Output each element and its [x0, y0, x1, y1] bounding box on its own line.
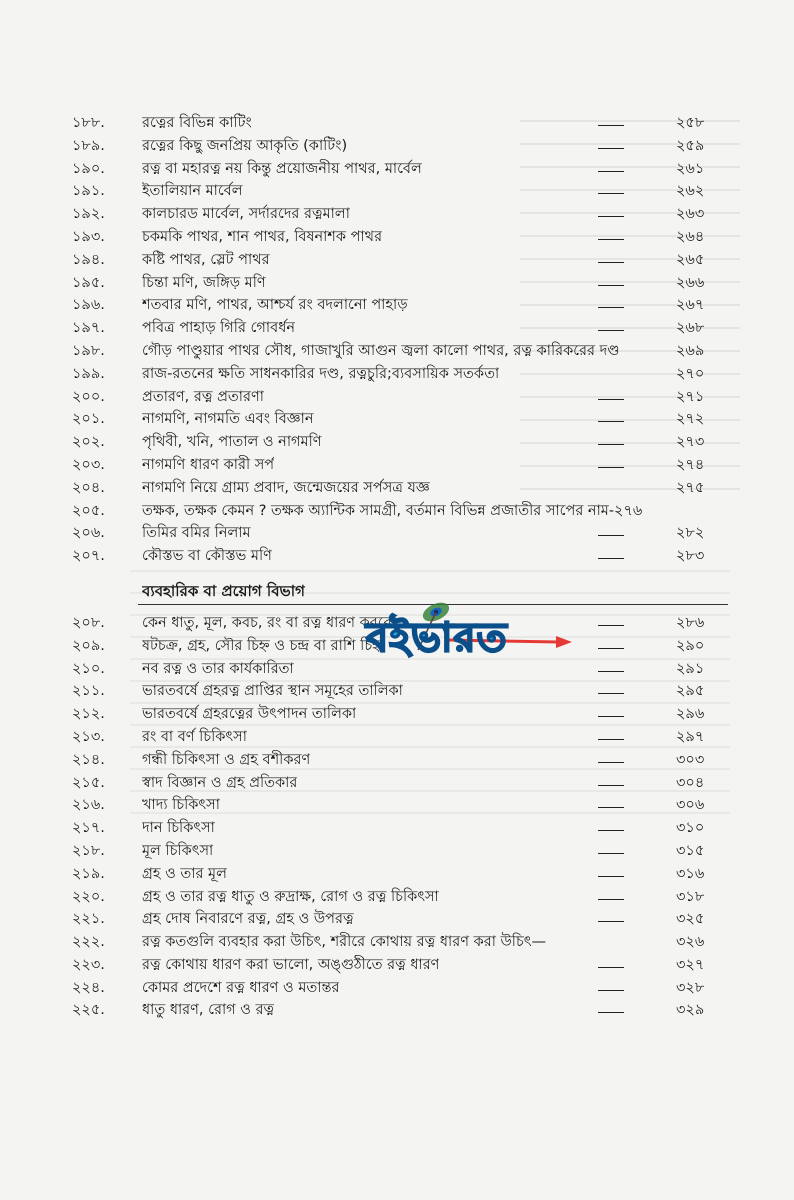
- leader-dash: [598, 467, 624, 468]
- entry-title: গ্রহ ও তার রত্ন ধাতু ও রুদ্রাক্ষ, রোগ ও রত্ন চিকিৎসা: [142, 888, 439, 905]
- entry-title: রত্নের বিভিন্ন কাটিং: [142, 115, 252, 131]
- entry-page-number: ২৬৩: [676, 206, 705, 223]
- entry-title: কেন ধাতু, মূল, কবচ, রং বা রত্ন ধারণ করবো: [142, 614, 396, 631]
- entry-page-number: ২৯০: [676, 637, 705, 654]
- entry-title: তিমির বমির নিলাম: [142, 525, 251, 542]
- entry-title: গৌড় পাণ্ডুয়ার পাথর সৌধ, গাজাখুরি আগুন জ্বলা কালো পাথর, রত্ন কারিকরের দণ্ড: [142, 342, 620, 359]
- toc-entry: [0, 249, 794, 272]
- entry-number: ২১৫.: [72, 774, 105, 791]
- entry-page-number: ৩০৩: [676, 751, 705, 768]
- entry-title: স্বাদ বিজ্ঞান ও গ্রহ প্রতিকার: [142, 774, 298, 791]
- leader-dash: [598, 762, 624, 763]
- toc-entry: [0, 772, 794, 795]
- toc-entry: [0, 272, 794, 295]
- entry-page-number: ২৫৮: [676, 115, 705, 131]
- entry-title: কৌস্তভ বা কৌস্তভ মণি: [142, 548, 272, 565]
- entry-number: ২০০.: [72, 388, 105, 405]
- entry-number: ১৯৫.: [72, 274, 105, 291]
- entry-title: রত্নের কিছু জনপ্রিয় আকৃতি (কাটিং): [142, 137, 348, 154]
- leader-dash: [598, 399, 624, 400]
- entry-page-number: ৩১৫: [676, 842, 705, 859]
- entry-number: ২০৭.: [72, 548, 105, 565]
- toc-entry: [0, 294, 794, 317]
- leader-dash: [598, 239, 624, 240]
- leader-dash: [598, 535, 624, 536]
- toc-entry: [0, 158, 794, 181]
- leader-dash: [598, 444, 624, 445]
- entry-number: ২২৫.: [72, 1002, 105, 1019]
- entry-title: কষ্টি পাথর, স্লেট পাথর: [142, 251, 270, 268]
- entry-page-number: ২৭৪: [676, 456, 705, 473]
- leader-dash: [598, 739, 624, 740]
- entry-title: রত্ন বা মহারত্ন নয় কিন্তু প্রয়োজনীয় পাথর, মার্বেল: [142, 160, 422, 177]
- entry-page-number: ৩১৬: [676, 865, 705, 882]
- entry-title: তক্ষক, তক্ষক কেমন ? তক্ষক অ্যান্টিক সামগ্রী, বর্তমান বিভিন্ন প্রজাতীর সাপের নাম-২৭৬: [142, 502, 643, 519]
- toc-entry: [0, 726, 794, 749]
- entry-number: ২০১.: [72, 411, 105, 428]
- entry-title: পৃথিবী, খনি, পাতাল ও নাগমণি: [142, 434, 322, 451]
- leader-dash: [598, 171, 624, 172]
- toc-entry: [0, 431, 794, 454]
- entry-title: গন্ধী চিকিৎসা ও গ্রহ বশীকরণ: [142, 751, 311, 768]
- entry-page-number: ২৬৯: [676, 342, 705, 359]
- entry-page-number: ২৯৭: [676, 728, 705, 745]
- entry-page-number: ২৭০: [676, 365, 705, 382]
- entry-page-number: ২৮৩: [676, 548, 705, 565]
- toc-entry: [0, 226, 794, 249]
- toc-entry: [0, 703, 794, 726]
- entry-page-number: ২৬৬: [676, 274, 705, 291]
- entry-page-number: ২৭৫: [676, 479, 705, 496]
- entry-number: ১৯৭.: [72, 320, 105, 337]
- toc-entry: [0, 408, 794, 431]
- entry-page-number: ২৯৬: [676, 706, 705, 723]
- entry-title: ইতালিয়ান মার্বেল: [142, 183, 243, 200]
- toc-entry: [0, 977, 794, 1000]
- entry-page-number: ৩২৯: [676, 1002, 705, 1019]
- leader-dash: [598, 125, 624, 126]
- leader-dash: [598, 785, 624, 786]
- entry-number: ২০৫.: [72, 502, 105, 519]
- entry-title: কোমর প্রদেশে রত্ন ধারণ ও মতান্তর: [142, 979, 340, 996]
- leader-dash: [598, 648, 624, 649]
- entry-number: ২১৪.: [72, 751, 105, 768]
- watermark-text: বইভারত: [366, 615, 508, 661]
- toc-entry: [0, 317, 794, 340]
- entry-number: ১৮৯.: [72, 137, 105, 154]
- entry-title: গ্রহ ও তার মূল: [142, 865, 227, 882]
- toc-entry: [0, 180, 794, 203]
- leader-dash: [598, 1012, 624, 1013]
- section-title: ব্যবহারিক বা প্রয়োগ বিভাগ: [142, 581, 305, 600]
- entry-page-number: ২৬১: [676, 160, 705, 177]
- entry-number: ২০৪.: [72, 479, 105, 496]
- toc-entry: [0, 886, 794, 909]
- entry-page-number: ২৭২: [676, 411, 705, 428]
- entry-number: ২১৯.: [72, 865, 105, 882]
- leader-dash: [598, 262, 624, 263]
- toc-entry: [0, 363, 794, 386]
- leader-dash: [598, 716, 624, 717]
- entry-title: চিন্তা মণি, জঙ্গিড় মণি: [142, 274, 266, 291]
- leader-dash: [598, 307, 624, 308]
- entry-title: মূল চিকিৎসা: [142, 842, 214, 859]
- entry-title: ধাতু ধারণ, রোগ ও রত্ন: [142, 1002, 275, 1019]
- entry-title: নাগমণি, নাগমতি এবং বিজ্ঞান: [142, 411, 314, 428]
- entry-page-number: ২৯১: [676, 660, 705, 677]
- entry-title: ভারতবর্ষে গ্রহরত্নের উৎপাদন তালিকা: [142, 706, 357, 723]
- entry-page-number: ২৬২: [676, 183, 705, 200]
- entry-number: ২১৩.: [72, 728, 105, 745]
- entry-number: ২২৪.: [72, 979, 105, 996]
- leader-dash: [598, 285, 624, 286]
- leader-dash: [598, 421, 624, 422]
- entry-title: কালচারড মার্বেল, সর্দারদের রত্নমালা: [142, 206, 350, 223]
- leader-dash: [598, 899, 624, 900]
- toc-entry: [0, 522, 794, 545]
- entry-page-number: ২৬৮: [676, 320, 705, 337]
- entry-number: ২২১.: [72, 911, 105, 928]
- toc-entry: [0, 545, 794, 568]
- toc-entry: [0, 908, 794, 931]
- watermark-logo: [358, 596, 578, 666]
- toc-entry: [0, 749, 794, 772]
- toc-entry: [0, 203, 794, 226]
- toc-entry: [0, 340, 794, 363]
- entry-page-number: ২৯৫: [676, 683, 705, 700]
- leader-dash: [598, 216, 624, 217]
- toc-entry: [0, 477, 794, 500]
- entry-number: ১৮৮.: [72, 115, 105, 131]
- entry-title: ভারতবর্ষে গ্রহরত্ন প্রাপ্তির স্থান সমূহের তালিকা: [142, 683, 403, 700]
- toc-entry: [0, 135, 794, 158]
- toc-entry: [0, 863, 794, 886]
- entry-page-number: ২৭৩: [676, 434, 705, 451]
- entry-page-number: ৩১৮: [676, 888, 705, 905]
- entry-page-number: ২৬৭: [676, 297, 705, 314]
- entry-number: ২১৮.: [72, 842, 105, 859]
- entry-page-number: ২৮২: [676, 525, 705, 542]
- entry-title: শতবার মণি, পাথর, আশ্চর্য রং বদলানো পাহাড়: [142, 297, 408, 314]
- entry-title: নব রত্ন ও তার কার্যকারিতা: [142, 660, 294, 677]
- entry-number: ১৯৮.: [72, 342, 105, 359]
- entry-page-number: ৩০৬: [676, 797, 705, 814]
- entry-title: ষটচক্র, গ্রহ, সৌর চিহ্ন ও চন্দ্র বা রাশি চিহ্ন: [142, 637, 383, 654]
- entry-page-number: ৩০৪: [676, 774, 705, 791]
- toc-list-part-2: [0, 612, 794, 1022]
- entry-title: চকমকি পাথর, শান পাথর, বিষনাশক পাথর: [142, 228, 383, 245]
- entry-title: প্রতারণ, রত্ন প্রতারণা: [142, 388, 264, 405]
- leader-dash: [598, 830, 624, 831]
- entry-number: ১৯৯.: [72, 365, 105, 382]
- entry-title: দান চিকিৎসা: [142, 820, 215, 837]
- leader-dash: [598, 853, 624, 854]
- toc-entry: [0, 386, 794, 409]
- toc-entry: [0, 954, 794, 977]
- entry-page-number: ৩২৮: [676, 979, 705, 996]
- entry-number: ২১০.: [72, 660, 105, 677]
- entry-page-number: ২৭১: [676, 388, 705, 405]
- leader-dash: [598, 148, 624, 149]
- entry-page-number: ৩২৭: [676, 956, 705, 973]
- toc-entry: [0, 817, 794, 840]
- leader-dash: [598, 990, 624, 991]
- entry-number: ১৯১.: [72, 183, 105, 200]
- entry-title: রত্ন কোথায় ধারণ করা ভালো, অঙ্গুঠীতে রত্ন ধারণ: [142, 956, 440, 973]
- entry-title: রত্ন কতগুলি ব্যবহার করা উচিৎ, শরীরে কোথায় রত্ন ধারণ করা উচিৎ—: [142, 934, 547, 951]
- entry-number: ২০৩.: [72, 456, 105, 473]
- entry-title: নাগমণি নিয়ে গ্রাম্য প্রবাদ, জন্মেজয়ের সর্পসত্র যজ্ঞ: [142, 479, 430, 496]
- entry-number: ২০৬.: [72, 525, 105, 542]
- entry-number: ২০২.: [72, 434, 105, 451]
- entry-page-number: ২৮৬: [676, 614, 705, 631]
- entry-number: ২১১.: [72, 683, 105, 700]
- entry-title: নাগমণি ধারণ কারী সর্প: [142, 456, 275, 473]
- entry-page-number: ৩২৬: [676, 934, 705, 951]
- entry-title: খাদ্য চিকিৎসা: [142, 797, 220, 814]
- leader-dash: [598, 693, 624, 694]
- entry-number: ২১৬.: [72, 797, 105, 814]
- entry-title: গ্রহ দোষ নিবারণে রত্ন, গ্রহ ও উপরত্ন: [142, 911, 354, 928]
- toc-entry: [0, 794, 794, 817]
- leader-dash: [598, 330, 624, 331]
- toc-entry: [0, 500, 794, 523]
- toc-entry: [0, 931, 794, 954]
- entry-number: ১৯২.: [72, 206, 105, 223]
- entry-page-number: ২৬৪: [676, 228, 705, 245]
- leader-dash: [598, 921, 624, 922]
- entry-number: ২০৯.: [72, 637, 105, 654]
- entry-number: ২০৮.: [72, 614, 105, 631]
- entry-title: রাজ-রতনের ক্ষতি সাধনকারির দণ্ড, রত্নচুরি;ব্যবসায়িক সতর্কতা: [142, 365, 500, 382]
- leader-dash: [598, 193, 624, 194]
- toc-entry: [0, 680, 794, 703]
- toc-entry: [0, 840, 794, 863]
- leader-dash: [598, 671, 624, 672]
- entry-number: ১৯০.: [72, 160, 105, 177]
- toc-entry: [0, 454, 794, 477]
- entry-number: ১৯৬.: [72, 297, 105, 314]
- entry-number: ২২২.: [72, 934, 105, 951]
- leader-dash: [598, 876, 624, 877]
- entry-page-number: ৩১০: [676, 820, 705, 837]
- toc-entry: [0, 112, 794, 135]
- entry-title: পবিত্র পাহাড় গিরি গোবর্ধন: [142, 320, 295, 337]
- entry-number: ২১২.: [72, 706, 105, 723]
- entry-title: রং বা বর্ণ চিকিৎসা: [142, 728, 247, 745]
- entry-page-number: ৩২৫: [676, 911, 705, 928]
- leader-dash: [598, 625, 624, 626]
- entry-number: ২১৭.: [72, 820, 105, 837]
- leader-dash: [598, 967, 624, 968]
- toc-entry: [0, 999, 794, 1022]
- table-of-contents: [0, 112, 794, 1022]
- entry-number: ২২০.: [72, 888, 105, 905]
- entry-page-number: ২৬৫: [676, 251, 705, 268]
- entry-number: ১৯৩.: [72, 228, 105, 245]
- leader-dash: [598, 807, 624, 808]
- leader-dash: [598, 558, 624, 559]
- entry-page-number: ২৫৯: [676, 137, 705, 154]
- entry-number: ১৯৪.: [72, 251, 105, 268]
- toc-list-part-1: [0, 112, 794, 568]
- entry-number: ২২৩.: [72, 956, 105, 973]
